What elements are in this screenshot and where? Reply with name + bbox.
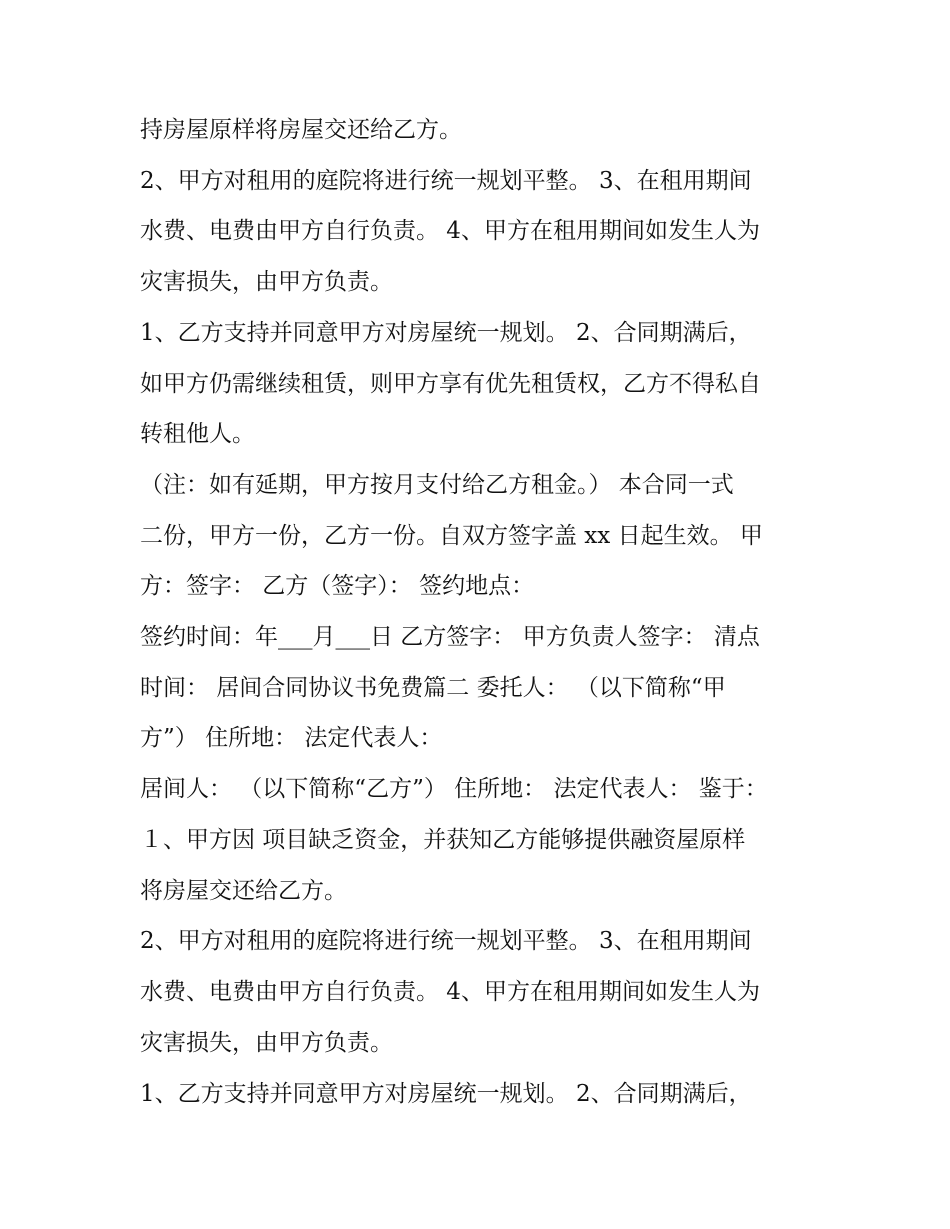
text-line: 2、甲方对租用的庭院将进行统一规划平整。 3、在租用期间 — [140, 928, 752, 954]
text-line: 时间： 居间合同协议书免费篇二 委托人： （以下简称“甲 — [140, 675, 726, 701]
text-line: 灾害损失，由甲方负责。 — [140, 1030, 393, 1056]
text-line: 二份，甲方一份，乙方一份。自双方签字盖 xx 日起生效。 甲 — [140, 523, 763, 549]
text-line: 灾害损失，由甲方负责。 — [140, 269, 393, 295]
text-line: （注：如有延期，甲方按月支付给乙方租金。） 本合同一式 — [140, 472, 734, 498]
text-line: 签约时间：年___月___日 乙方签字： 甲方负责人签字： 清点 — [140, 624, 760, 650]
text-line: １、甲方因 项目缺乏资金，并获知乙方能够提供融资屋原样 — [140, 827, 746, 853]
text-line: 1、乙方支持并同意甲方对房屋统一规划。 2、合同期满后， — [140, 320, 752, 346]
text-line: 转租他人。 — [140, 421, 255, 447]
text-line: 2、甲方对租用的庭院将进行统一规划平整。 3、在租用期间 — [140, 168, 752, 194]
text-line: 水费、电费由甲方自行负责。 4、甲方在租用期间如发生人为 — [140, 218, 760, 244]
text-line: 将房屋交还给乙方。 — [140, 878, 347, 904]
text-line: 如甲方仍需继续租赁，则甲方享有优先租赁权，乙方不得私自 — [140, 371, 761, 397]
text-line: 居间人： （以下简称“乙方”） 住所地： 法定代表人： 鉴于： — [140, 776, 768, 802]
text-line: 方”） 住所地： 法定代表人： — [140, 725, 443, 751]
text-line: 水费、电费由甲方自行负责。 4、甲方在租用期间如发生人为 — [140, 979, 760, 1005]
text-line: 持房屋原样将房屋交还给乙方。 — [140, 117, 462, 143]
text-line: 方：签字： 乙方（签字）： 签约地点： — [140, 573, 535, 599]
text-line: 1、乙方支持并同意甲方对房屋统一规划。 2、合同期满后， — [140, 1081, 752, 1107]
